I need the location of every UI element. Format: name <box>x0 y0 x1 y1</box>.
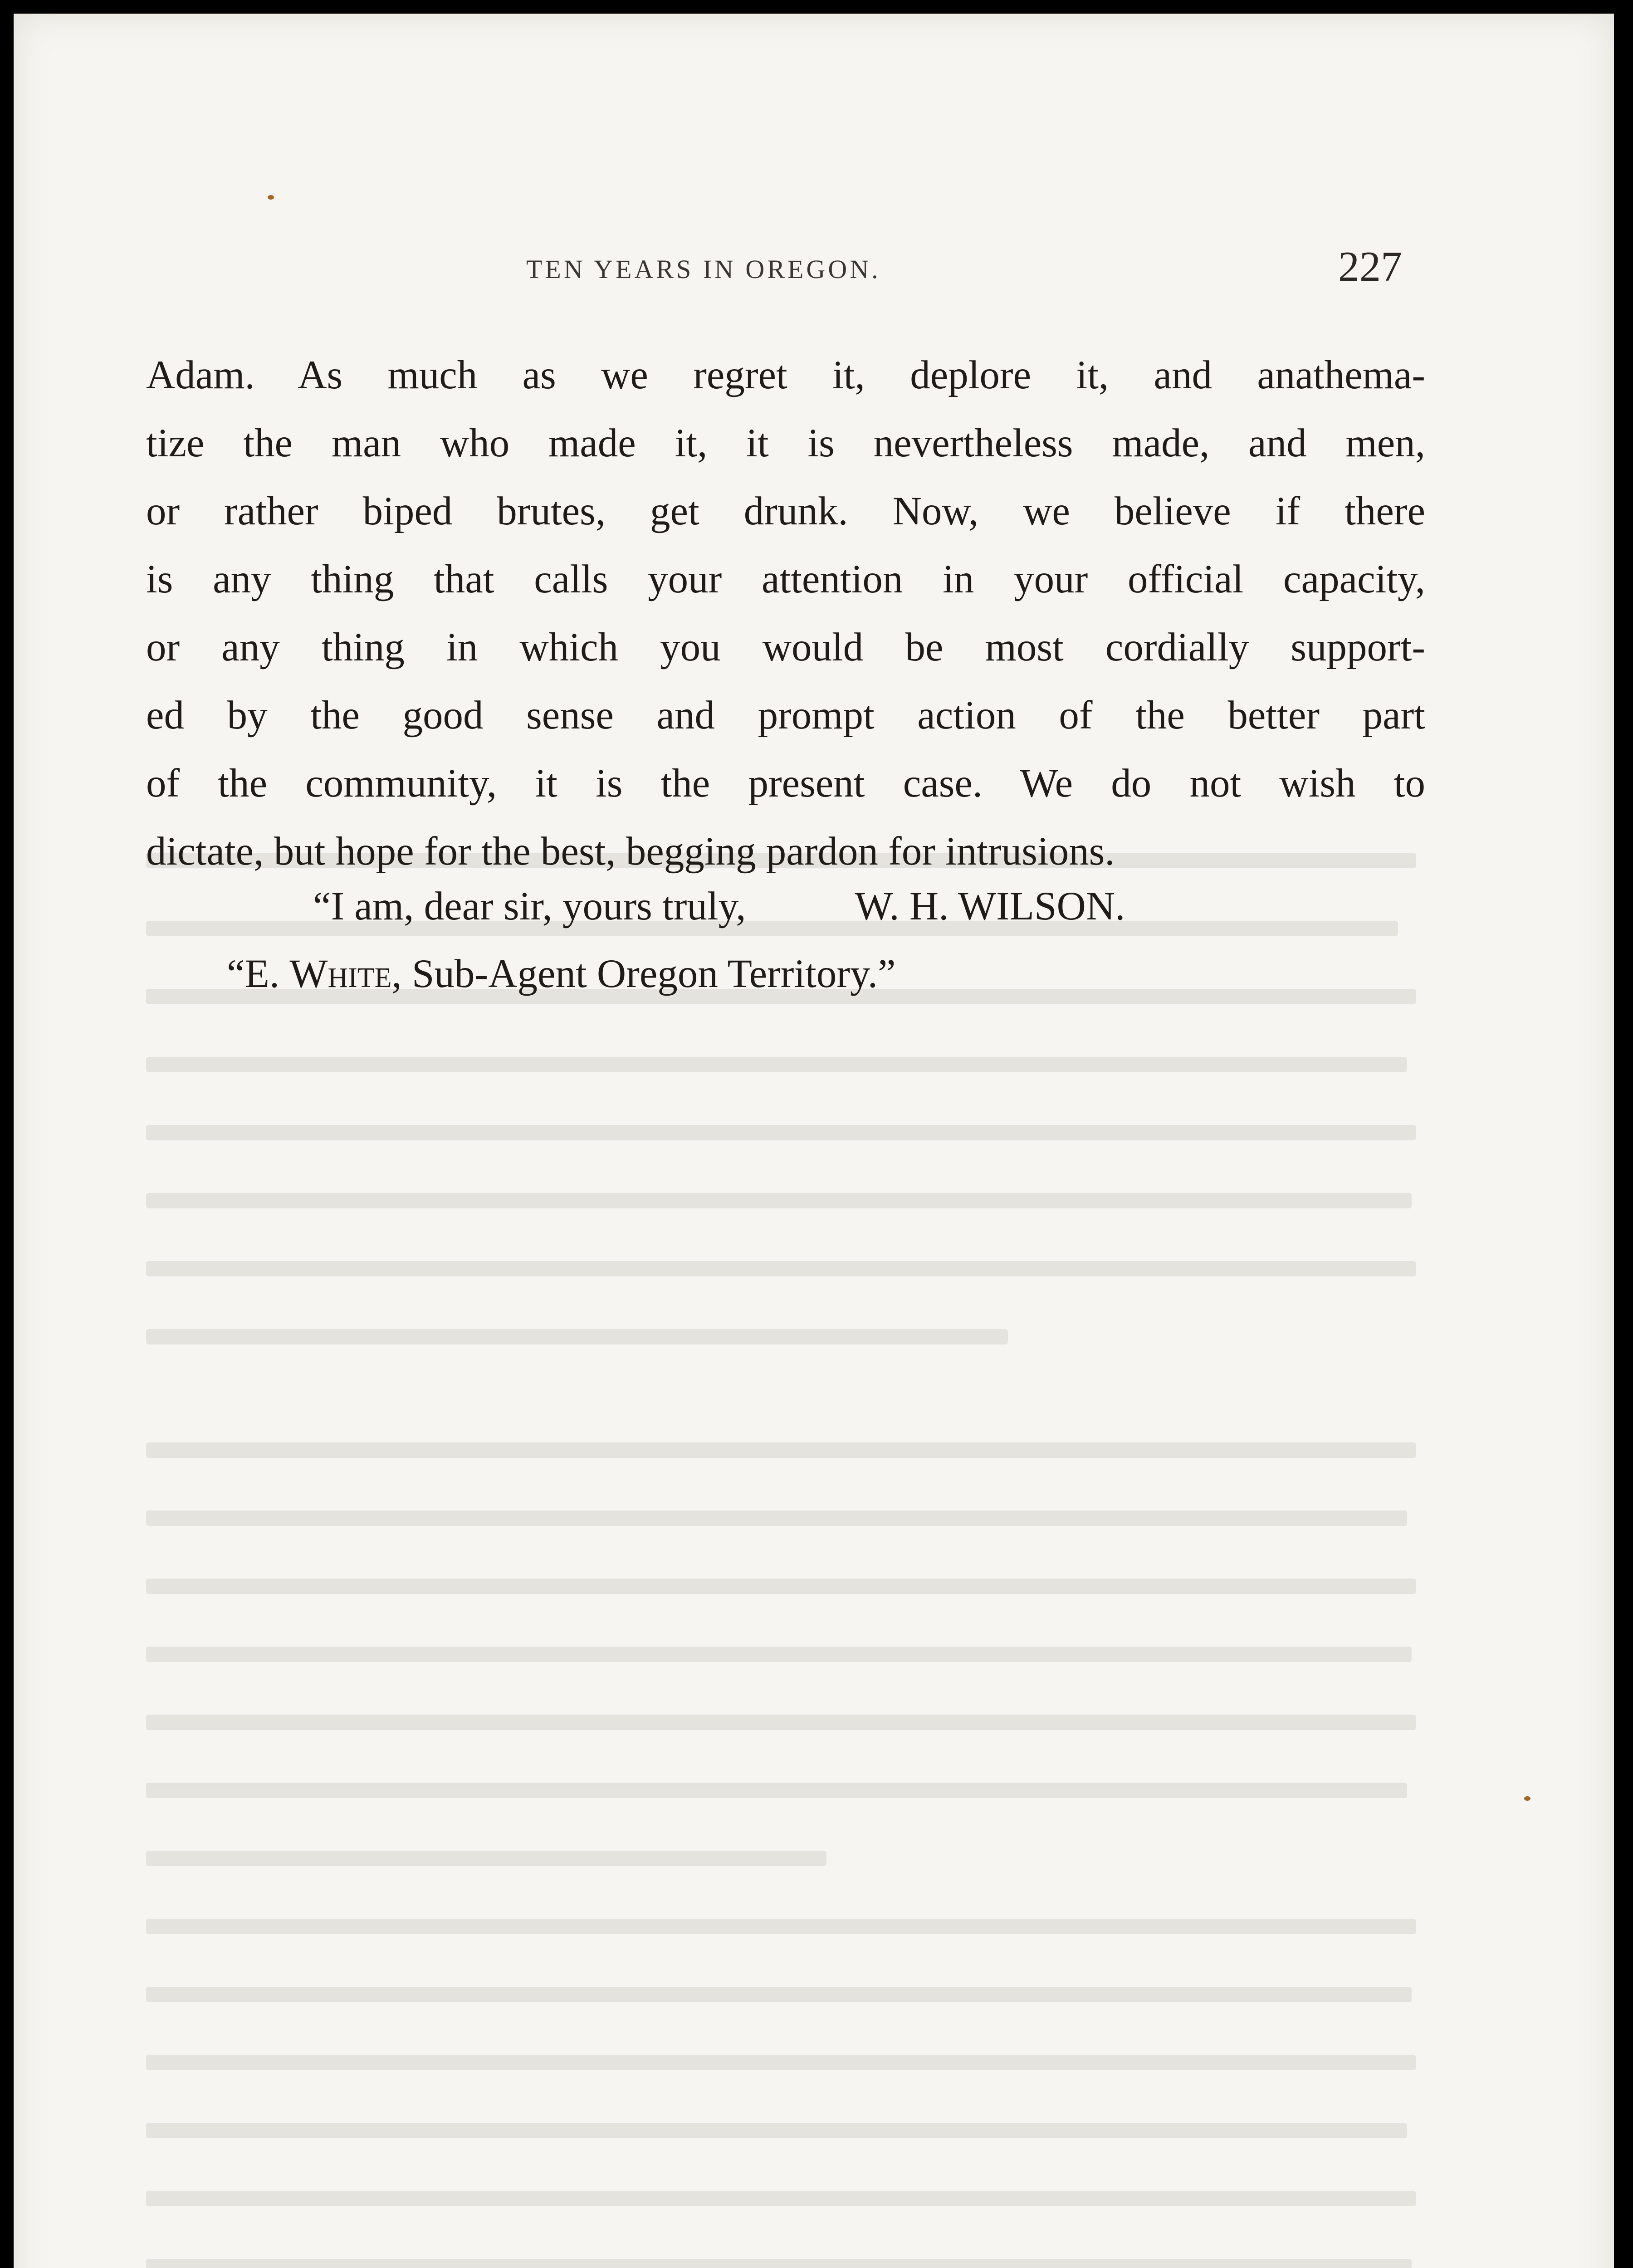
bleed-through-text <box>146 853 1416 2268</box>
addressee-prefix: “E. <box>227 952 290 996</box>
text-line: ed by the good sense and prompt action of the better part <box>146 693 1425 738</box>
paper-speck <box>268 195 274 200</box>
page-header <box>14 245 1614 290</box>
letter-signoff <box>313 883 1125 929</box>
paper-speck <box>1524 1796 1530 1801</box>
text-line: or any thing in which you would be most cordially support- <box>146 625 1425 670</box>
body-text <box>146 341 1425 885</box>
addressee-name: White <box>289 952 392 996</box>
text-line: Adam. As much as we regret it, deplore it, and anathema- <box>146 353 1425 397</box>
text-line: tize the man who made it, it is nevertheless made, and men, <box>146 421 1425 465</box>
text-line: dictate, but hope for the best, begging pardon for intrusions. <box>146 829 1115 874</box>
text-line: or rather biped brutes, get drunk. Now, we believe if there <box>146 489 1425 533</box>
letter-addressee <box>227 951 895 997</box>
book-page <box>14 14 1614 2268</box>
text-line: is any thing that calls your attention in your official capacity, <box>146 557 1425 601</box>
signature-name: W. H. WILSON. <box>855 884 1125 929</box>
closing-phrase: “I am, dear sir, yours truly, <box>313 884 746 929</box>
addressee-title: , Sub-Agent Oregon Territory.” <box>391 952 896 996</box>
running-title: TEN YEARS IN OREGON. <box>526 254 881 284</box>
text-line: of the community, it is the present case. We do not wish to <box>146 761 1425 806</box>
page-number: 227 <box>1338 243 1402 290</box>
